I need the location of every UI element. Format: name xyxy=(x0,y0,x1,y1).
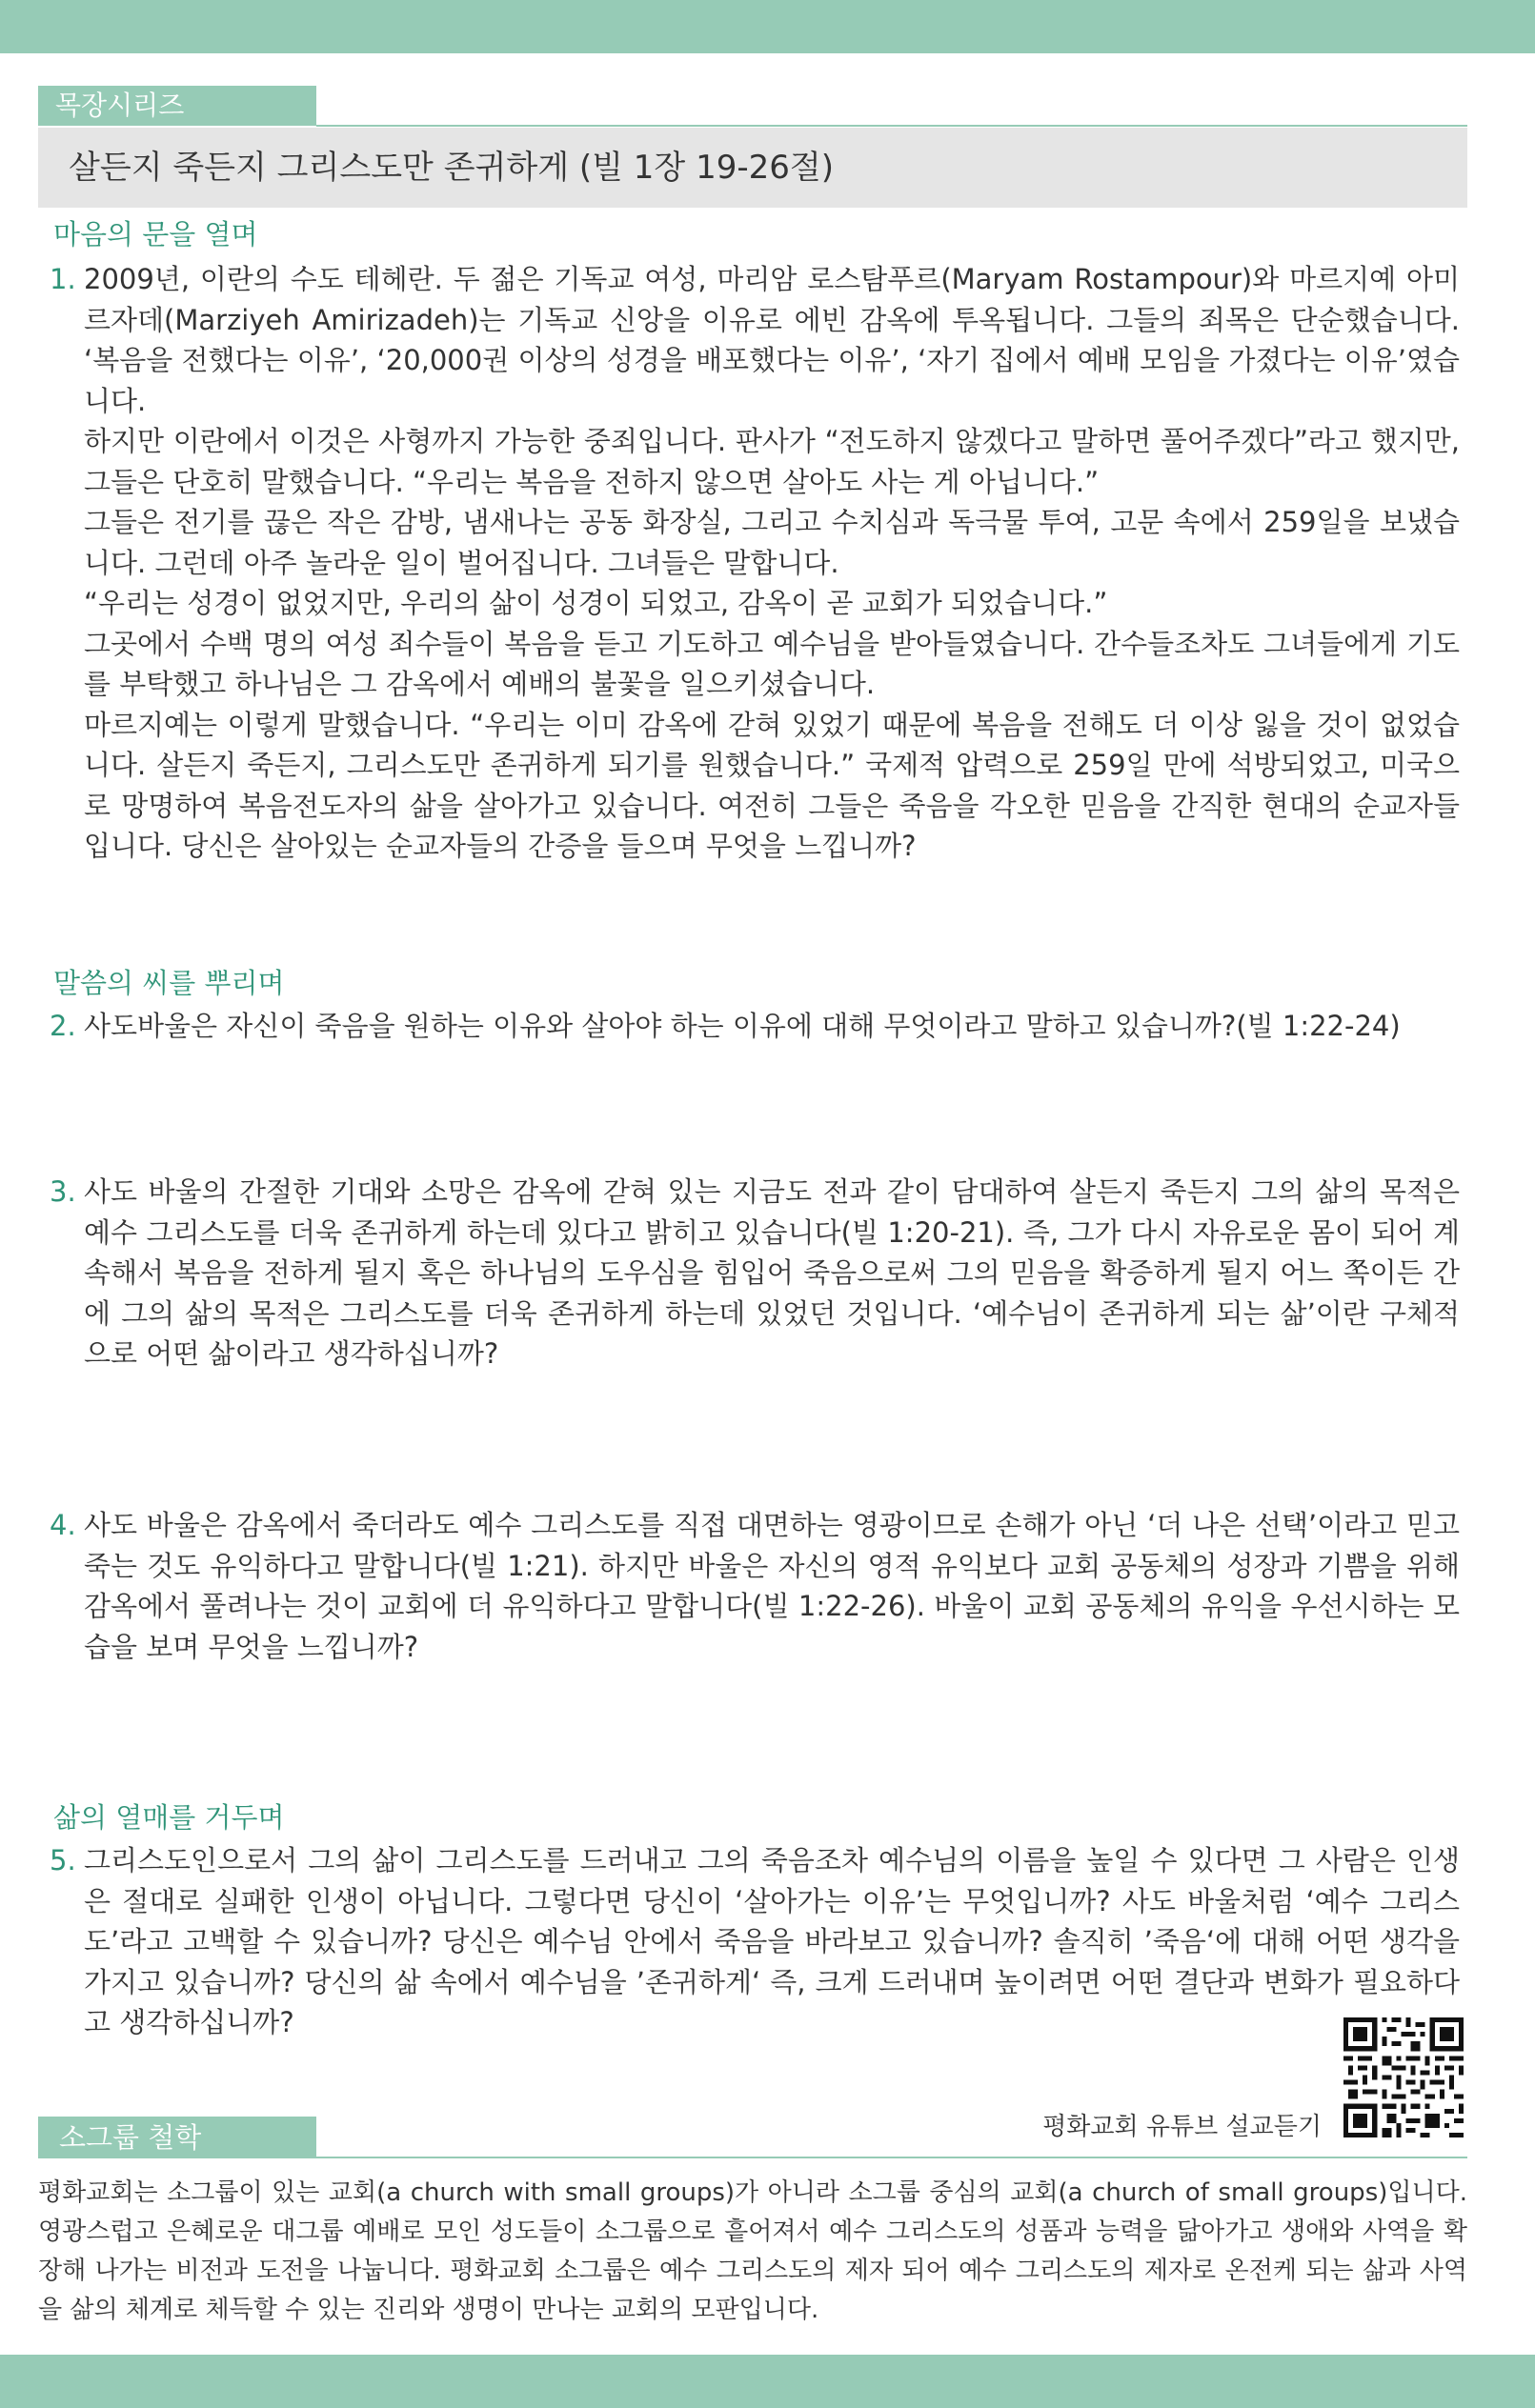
section-heading-open-heart: 마음의 문을 열며 xyxy=(53,218,258,251)
section-heading-harvest: 삶의 열매를 거두며 xyxy=(53,1801,285,1834)
series-rule xyxy=(316,125,1467,127)
question-number: 3. xyxy=(50,1175,76,1208)
philosophy-label: 소그룹 철학 xyxy=(38,2117,316,2158)
question-paragraph: 그곳에서 수백 명의 여성 죄수들이 복음을 듣고 기도하고 예수님을 받아들였습니다. 간수들조차도 그녀들에게 기도를 부탁했고 하나님은 그 감옥에서 예배의 불꽃을 일으키셨습니다. xyxy=(84,627,1460,700)
question-number: 2. xyxy=(50,1010,76,1042)
philosophy-text: 평화교회는 소그룹이 있는 교회(a church with small groups)가 아니라 소그룹 중심의 교회(a church of small groups)입니다. 영광스럽고 은혜로운 대그룹 예배로 모인 성도들이 소그룹으로 흩어져서 예수 그리스도의 성품과 능력을 닮아가고 생애와 사역을 확장해 나가는 비전과 도전을 나눕니다. 평화교회 소그룹은 예수 그리스도의 제자 되어 예수 그리스도의 제자로 온전케 되는 삶과 사역을 삶의 체계로 체득할 수 있는 진리와 생명이 만나는 교회의 모판입니다. xyxy=(38,2178,1467,2324)
question-number: 1. xyxy=(50,263,76,295)
qr-code-icon[interactable] xyxy=(1343,2017,1464,2137)
question-text: 사도바울은 자신이 죽음을 원하는 이유와 살아야 하는 이유에 대해 무엇이라고 말하고 있습니까?(빌 1:22-24) xyxy=(84,1010,1401,1042)
question-1 xyxy=(50,259,1460,867)
page-title: 살든지 죽든지 그리스도만 존귀하게 (빌 1장 19-26절) xyxy=(38,128,1467,208)
question-paragraph: 마르지예는 이렇게 말했습니다. “우리는 이미 감옥에 갇혀 있었기 때문에 복음을 전해도 더 이상 잃을 것이 없었습니다. 살든지 죽든지, 그리스도만 존귀하게 되기를 원했습니다.” 국제적 압력으로 259일 만에 석방되었고, 미국으로 망명하여 복음전도자의 삶을 살아가고 있습니다. 여전히 그들은 죽음을 각오한 믿음을 간직한 현대의 순교자들입니다. 당신은 살아있는 순교자들의 간증을 들으며 무엇을 느낍니까? xyxy=(84,708,1460,862)
question-text: 사도 바울의 간절한 기대와 소망은 감옥에 갇혀 있는 지금도 전과 같이 담대하여 살든지 죽든지 그의 삶의 목적은 예수 그리스도를 더욱 존귀하게 하는데 있다고 밝히고 있습니다(빌 1:20-21). 즉, 그가 다시 자유로운 몸이 되어 계속해서 복음을 전하게 될지 혹은 하나님의 도우심을 힘입어 죽음으로써 그의 믿음을 확증하게 될지 어느 쪽이든 간에 그의 삶의 목적은 그리스도를 더욱 존귀하게 하는데 있었던 것입니다. ‘예수님이 존귀하게 되는 삶’이란 구체적으로 어떤 삶이라고 생각하십니까? xyxy=(84,1175,1460,1370)
question-text: 사도 바울은 감옥에서 죽더라도 예수 그리스도를 직접 대면하는 영광이므로 손해가 아닌 ‘더 나은 선택’이라고 믿고 죽는 것도 유익하다고 말합니다(빌 1:21). 하지만 바울은 자신의 영적 유익보다 교회 공동체의 성장과 기쁨을 위해 감옥에서 풀려나는 것이 교회에 더 유익하다고 말합니다(빌 1:22-26). 바울이 교회 공동체의 유익을 우선시하는 모습을 보며 무엇을 느낍니까? xyxy=(84,1509,1460,1663)
bottom-band xyxy=(0,2355,1535,2408)
question-text: 그리스도인으로서 그의 삶이 그리스도를 드러내고 그의 죽음조차 예수님의 이름을 높일 수 있다면 그 사람은 인생은 절대로 실패한 인생이 아닙니다. 그렇다면 당신이 ‘살아가는 이유’는 무엇입니까? 사도 바울처럼 ‘예수 그리스도’라고 고백할 수 있습니까? 당신은 예수님 안에서 죽음을 바라보고 있습니까? 솔직히 ’죽음‘에 대해 어떤 생각을 가지고 있습니까? 당신의 삶 속에서 예수님을 ’존귀하게‘ 즉, 크게 드러내며 높이려면 어떤 결단과 변화가 필요하다고 생각하십니까? xyxy=(84,1844,1460,2038)
question-paragraph: “우리는 성경이 없었지만, 우리의 삶이 성경이 되었고, 감옥이 곧 교회가 되었습니다.” xyxy=(84,587,1108,619)
question-2 xyxy=(50,1006,1460,1047)
question-paragraph: 2009년, 이란의 수도 테헤란. 두 젊은 기독교 여성, 마리암 로스탐푸르(Maryam Rostampour)와 마르지예 아미르자데(Marziyeh Amirizadeh)는 기독교 신앙을 이유로 에빈 감옥에 투옥됩니다. 그들의 죄목은 단순했습니다. ‘복음을 전했다는 이유’, ‘20,000권 이상의 성경을 배포했다는 이유’, ‘자기 집에서 예배 모임을 가졌다는 이유’였습니다. xyxy=(84,263,1460,417)
section-heading-sow-word: 말씀의 씨를 뿌리며 xyxy=(53,967,285,999)
question-paragraph: 그들은 전기를 끊은 작은 감방, 냄새나는 공동 화장실, 그리고 수치심과 독극물 투여, 고문 속에서 259일을 보냈습니다. 그런데 아주 놀라운 일이 벌어집니다. 그녀들은 말합니다. xyxy=(84,506,1460,579)
question-number: 4. xyxy=(50,1509,76,1541)
question-4 xyxy=(50,1505,1460,1667)
question-3 xyxy=(50,1172,1460,1375)
qr-caption: 평화교회 유튜브 설교듣기 xyxy=(1042,2113,1322,2141)
question-number: 5. xyxy=(50,1844,76,1876)
series-label: 목장시리즈 xyxy=(38,86,316,126)
top-band xyxy=(0,0,1535,53)
question-5 xyxy=(50,1840,1460,2043)
question-paragraph: 하지만 이란에서 이것은 사형까지 가능한 중죄입니다. 판사가 “전도하지 않겠다고 말하면 풀어주겠다”라고 했지만, 그들은 단호히 말했습니다. “우리는 복음을 전하지 않으면 살아도 사는 게 아닙니다.” xyxy=(84,425,1460,498)
philosophy-rule xyxy=(316,2157,1467,2158)
